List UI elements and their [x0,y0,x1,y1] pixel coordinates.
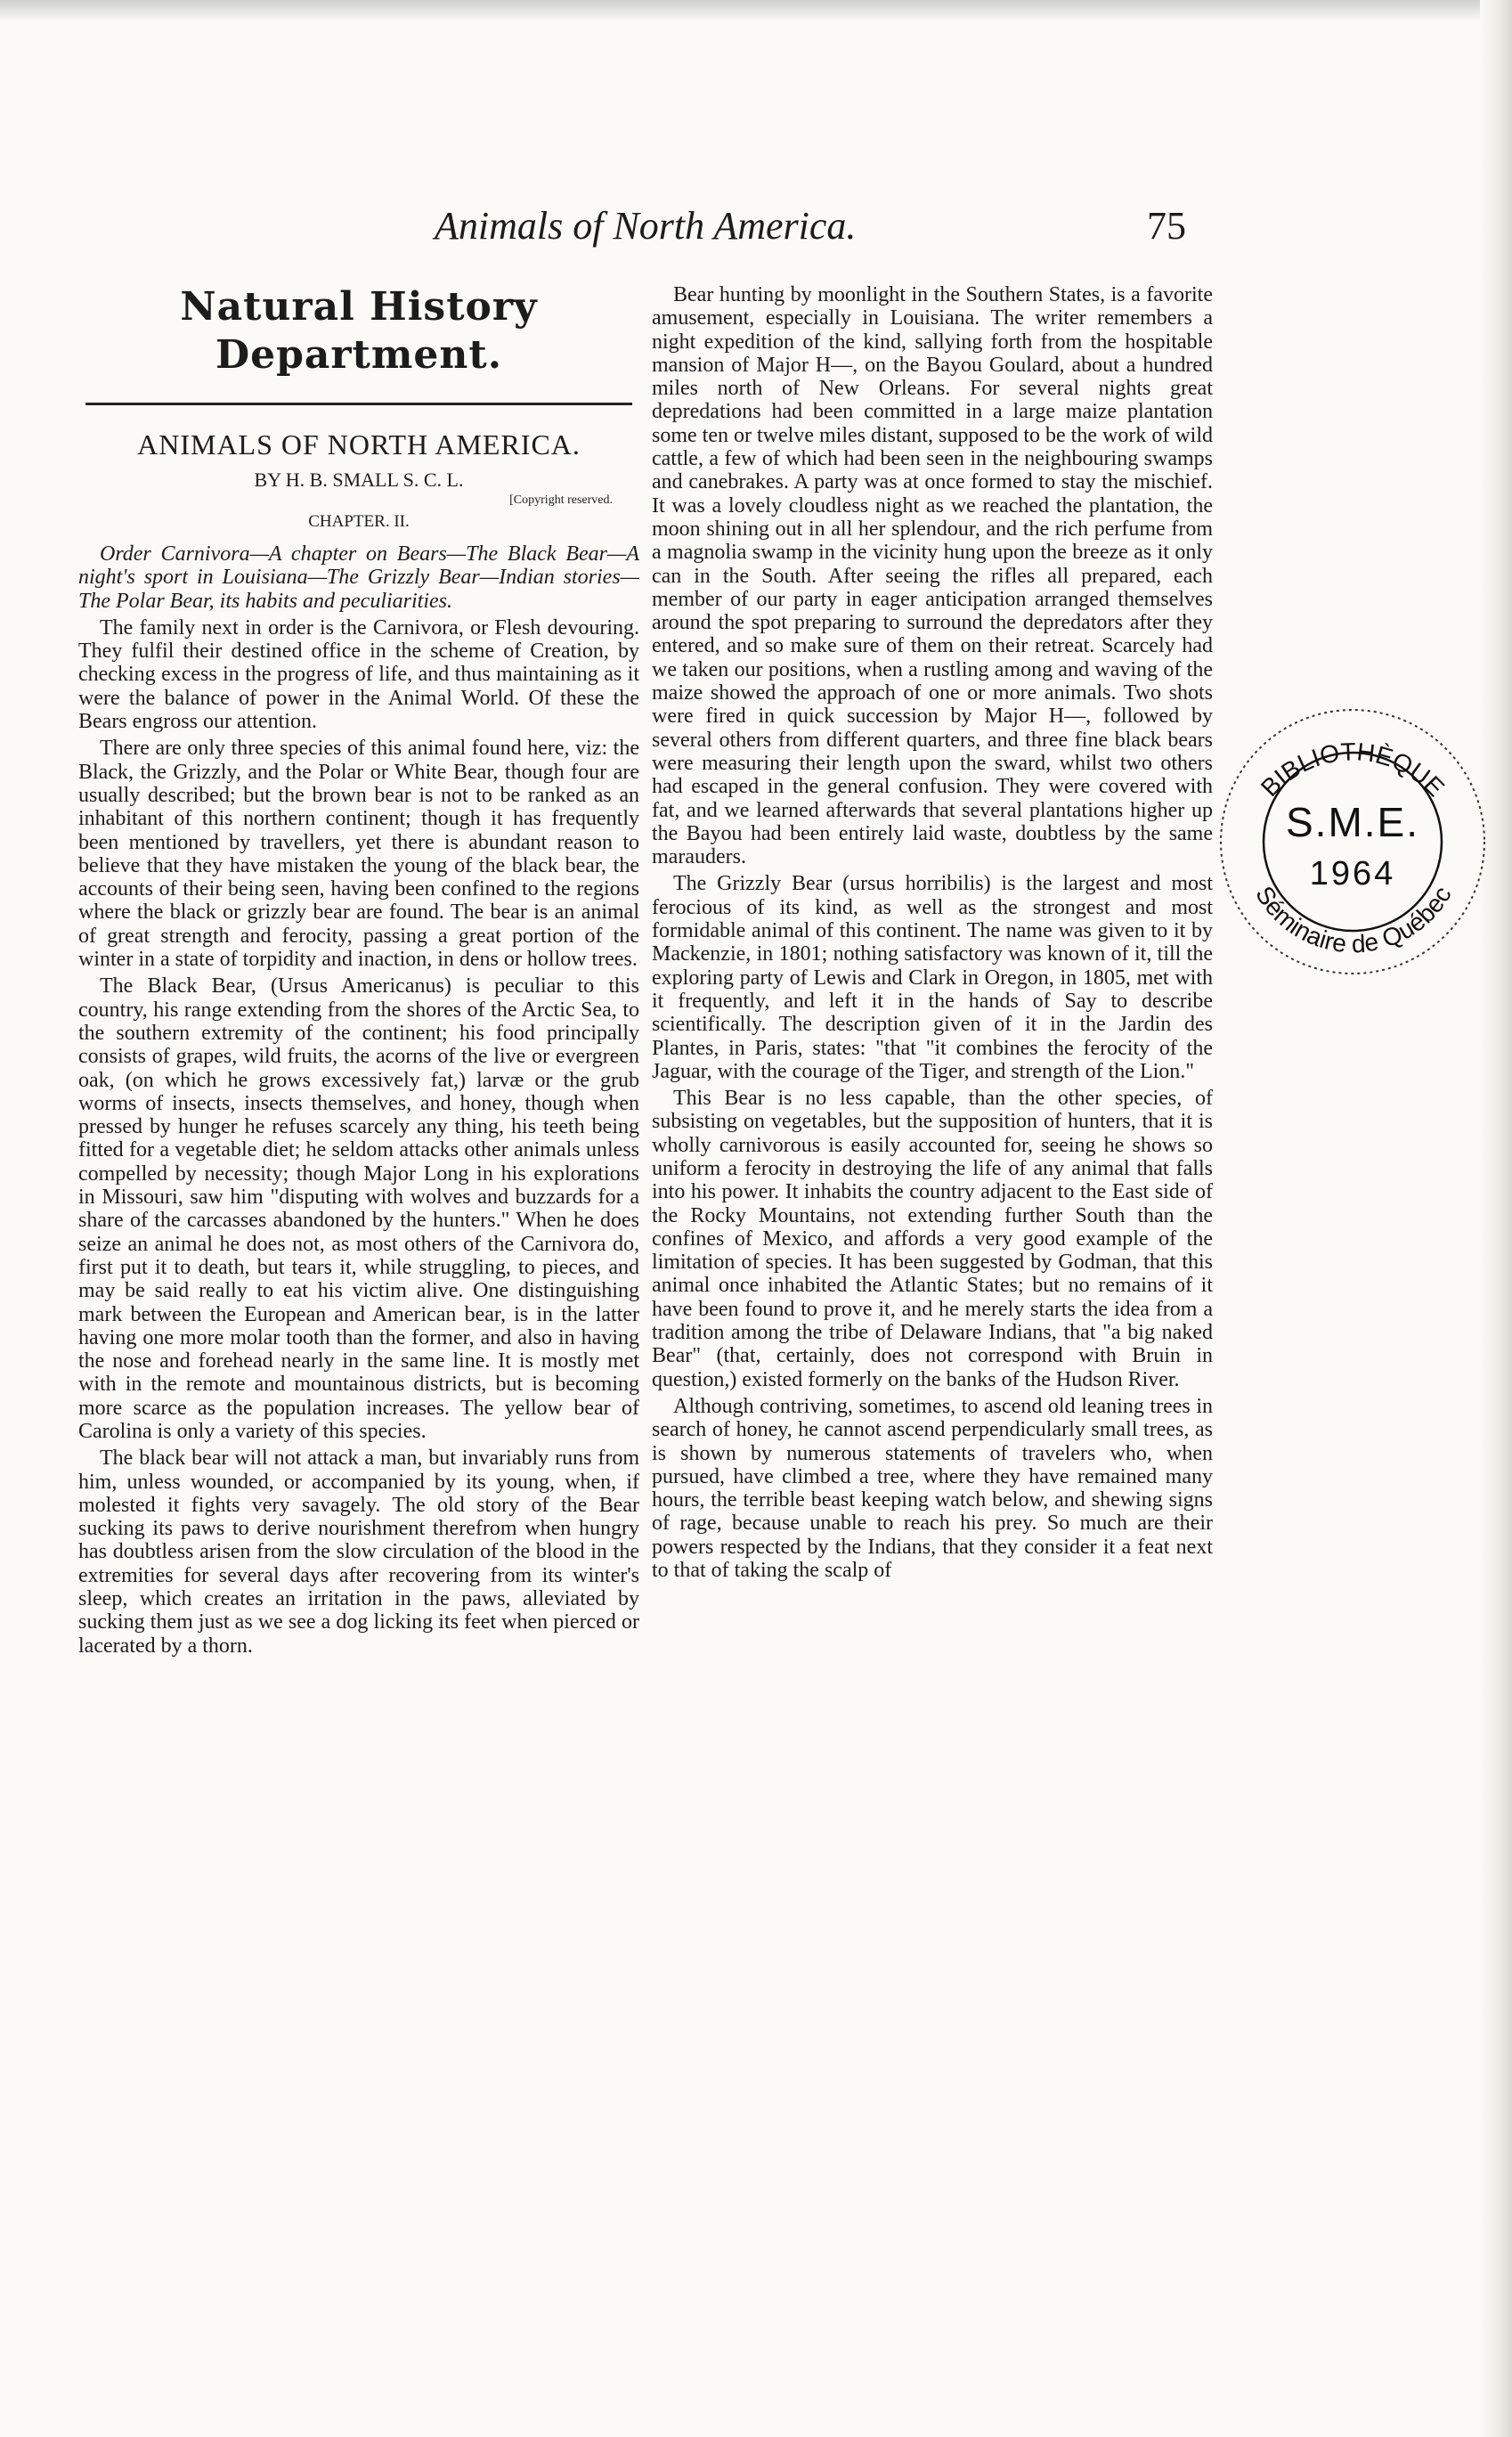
paragraph: The Black Bear, (Ursus Americanus) is peculiar to this country, his range extending from the shores of the Arctic Sea, to the southern extremity of the continent; his food principally consists of grapes, wild fruits, the acorns of the live or evergreen oak, (on which he grows excessively fat,) larvæ or the grub worms of insects, insects themselves, and honey, though when pressed by hunger he refuses scarcely any thing, his teeth being fitted for a vegetable diet; he seldom attacks other animals unless compelled by necessity; though Major Long in his explorations in Missouri, saw him "disputing with wolves and buzzards for a share of the carcasses abandoned by the hunters." When he does seize an animal he does not, as most others of the Carnivora do, first put it to death, but tears it, while struggling, to pieces, and may be said really to eat his victim alive. One distinguishing mark between the European and American bear, is in the latter having one more molar tooth than the former, and also in having the nose and forehead nearly in the same line. It is mostly met with in the remote and mountainous districts, but is becoming more scarce as the population increases. The yellow bear of Carolina is only a variety of this species. [78,974,639,1443]
stamp-arc-top: BIBLIOTHÈQUE [1255,738,1451,803]
stamp-arc-bottom: Séminaire de Québec [1250,881,1457,958]
paragraph: This Bear is no less capable, than the other species, of subsisting on vegetables, but the supposition of hunters, that it is wholly carnivorous is easily accounted for, seeing he shows so uniform a ferocity in destroying the life of any animal that falls into his power. It inhabits the country adjacent to the East side of the Rocky Mountains, not extending further South than the confines of Mexico, and affords a very good example of the limitation of species. It has been suggested by Godman, that this animal once inhabited the Atlantic States; but no remains of it have been found to prove it, and he merely starts the idea from a tradition among the tribe of Delaware Indians, that "a big naked Bear" (that, certainly, does not correspond with Bruin in question,) existed formerly on the banks of the Hudson River. [652,1087,1213,1391]
page-number: 75 [1147,204,1186,248]
chapter-heading: CHAPTER. II. [308,512,410,531]
scan-edge-top [0,0,1512,21]
article-title: ANIMALS OF NORTH AMERICA. [137,428,581,461]
paragraph: The black bear will not attack a man, but invariably runs from him, unless wounded, or accompanied by its young, when, if molested it fights very savagely. The old story of the Bear sucking its paws to derive nourishment therefrom when hungry has doubtless arisen from the slow circulation of the blood in the extremities for several days after recovering from its winter's sleep, which creates an irritation in the paws, alleviated by sucking them just as we see a dog licking its feet when pierced or lacerated by a thorn. [78,1447,639,1658]
stamp-line-2: 1964 [1309,855,1396,892]
paragraph: Although contriving, sometimes, to ascend old leaning trees in search of honey, he cannot ascend perpendicularly small trees, as is shown by numerous statements of travelers who, when pursued, have climbed a tree, where they have remained many hours, the terrible beast keeping watch below, and shewing signs of rage, because unable to reach his prey. So much are their powers respected by the Indians, that they consider it a feat next to that of taking the scalp of [652,1394,1213,1583]
article-byline: BY H. B. SMALL S. C. L. [254,469,464,491]
heading-rule [85,403,632,405]
chapter-synopsis: Order Carnivora—A chapter on Bears—The Black Bear—A night's sport in Louisiana—The Grizzly Bear—Indian stories—The Polar Bear, its habits and peculiarities. [78,542,639,613]
paragraph: The Grizzly Bear (ursus horribilis) is the largest and most ferocious of its kind, as well as the strongest and most formidable animal of this continent. The name was given to it by Mackenzie, in 1801; nothing satisfactory was known of it, till the exploring party of Lewis and Clark in Oregon, in 1805, met with it frequently, and left it in the hands of Say to describe scientifically. The description given of it in the Jardin des Plantes, in Paris, states: "that "it combines the ferocity of the Jaguar, with the courage of the Tiger, and strength of the Lion." [652,872,1213,1083]
stamp-line-1: S.M.E. [1285,799,1420,845]
department-heading: Natural History Department. [180,284,538,378]
paragraph: Bear hunting by moonlight in the Southern States, is a favorite amusement, especially in Louisiana. The writer remembers a night expedition of the kind, sallying forth from the hospitable mansion of Major H—, on the Bayou Goulard, about a hundred miles north of New Orleans. For several nights great depredations had been committed in a large maize plantation some ten or twelve miles distant, supposed to be the work of wild cattle, a few of which had been seen in the neighbouring swamps and canebrakes. A party was at once formed to stay the mischief. It was a lovely cloudless night as we reached the plantation, the moon shining out in all her splendour, and the rich perfume from a magnolia swamp in the vicinity hung upon the breeze as it only can in the South. After seeing the rifles all prepared, each member of our party in eager anticipation arranged themselves around the spot preparing to surround the depredators after they entered, and so make sure of them on their retreat. Scarcely had we taken our positions, when a rustling among and waving of the maize showed the approach of one or more animals. Two shots were fired in quick succession by Major H—, followed by several others from different quarters, and three fine black bears were measuring their length upon the sward, whilst two others had escaped in the general confusion. They were covered with fat, and we learned afterwards that several plantations higher up the Bayou had been entirely laid waste, doubtless by the same marauders. [652,283,1213,869]
scan-edge-right [1480,0,1512,2437]
copyright-notice: [Copyright reserved. [509,493,613,507]
paragraph: The family next in order is the Carnivora, or Flesh devouring. They fulfil their destined office in the scheme of Creation, by checking excess in the progress of life, and thus maintaining as it were the balance of power in the Animal World. Of these the Bears engross our attention. [78,615,639,734]
left-column [78,283,639,1658]
library-stamp [1215,686,1491,980]
paragraph: There are only three species of this animal found here, viz: the Black, the Grizzly, and the Polar or White Bear, though four are usually described; but the brown bear is not to be ranked as an inhabitant of this northern continent; though it has frequently been mentioned by travellers, yet there is abundant reason to believe that they have mistaken the young of the black bear, the accounts of their being seen, having been confined to the regions where the black or grizzly bear are found. The bear is an animal of great strength and ferocity, passing a great portion of the winter in a state of torpidity and inaction, in dens or hollow trees. [78,737,639,972]
running-head-title: Animals of North America. [435,204,857,248]
right-column [652,283,1213,1582]
